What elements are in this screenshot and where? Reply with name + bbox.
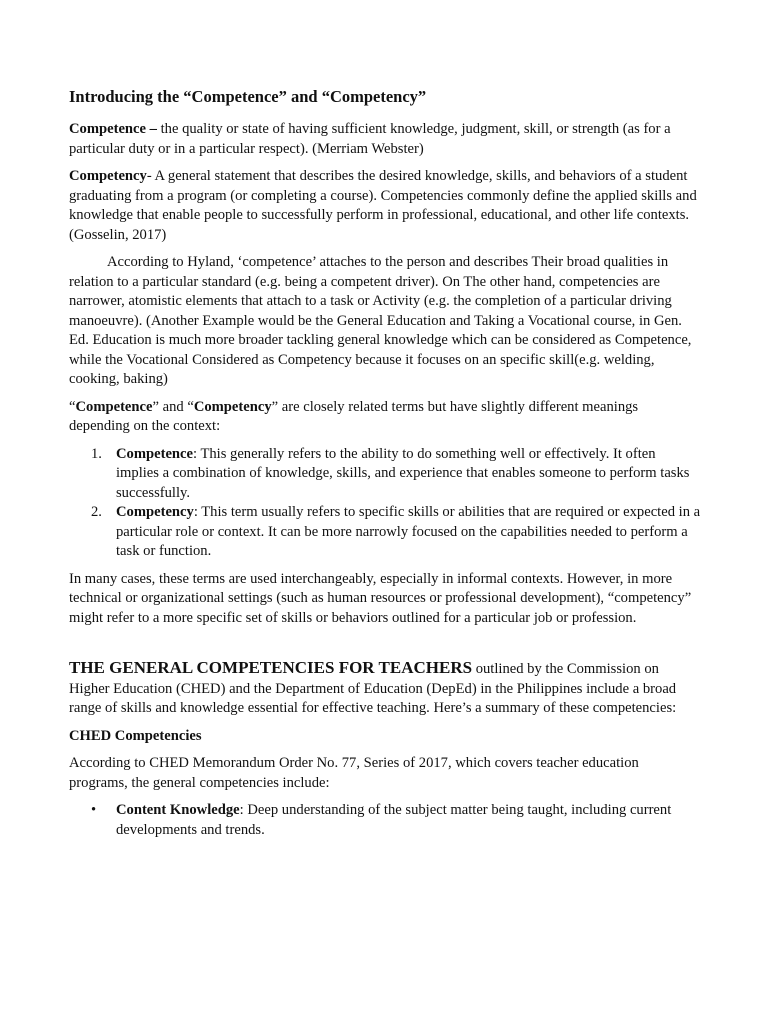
term-competence: Competence bbox=[75, 398, 153, 415]
general-competencies-paragraph bbox=[69, 658, 701, 719]
list-item-text: : This term usually refers to specific skills or abilities that are required or expected in a particular role or context. It can be more narrowly focused on the capabilities needed to perform a task or function. bbox=[116, 504, 701, 559]
list-item bbox=[69, 445, 701, 504]
definition-text: - A general statement that describes the desired knowledge, skills, and behaviors of a student graduating from a program (or completing a course). Competencies commonly define the applied skills and knowledge that enable people to successfully perform in professional, educational, and other life contexts. (Gosselin, 2017) bbox=[69, 168, 697, 243]
related-terms-paragraph bbox=[69, 398, 701, 437]
term-competency: Competency bbox=[193, 398, 272, 415]
list-item bbox=[69, 503, 701, 562]
document-page bbox=[69, 86, 701, 848]
ched-heading bbox=[69, 727, 701, 747]
definition-competency bbox=[69, 167, 701, 245]
list-item-term: Competence bbox=[116, 445, 193, 462]
definition-term: Competence – bbox=[69, 121, 157, 137]
bullet-icon: • bbox=[91, 802, 97, 818]
list-number: 1. bbox=[91, 445, 102, 462]
list-item-term: Competency bbox=[116, 504, 194, 520]
list-item-text: : This generally refers to the ability to do something well or effectively. It often implies a combination of knowledge, skills, and experience that enables someone to perform tasks successfully. bbox=[116, 445, 690, 501]
page-title: Introducing the “Competence” and “Competency” bbox=[69, 87, 427, 106]
section-heading: THE GENERAL COMPETENCIES FOR TEACHERS bbox=[69, 658, 473, 677]
definition-term: Competency bbox=[69, 168, 147, 184]
list-item-term: Content Knowledge bbox=[116, 802, 240, 818]
bullet-list bbox=[69, 801, 701, 840]
open-quote: “ bbox=[69, 398, 76, 415]
interchange-paragraph: In many cases, these terms are used interchangeably, especially in informal contexts. However, in more technical or organizational settings (such as human resources or professional development), “competency” might refer to a more specific set of skills or behaviors outlined for a particular job or profession. bbox=[69, 570, 692, 626]
numbered-list bbox=[69, 445, 701, 562]
ched-heading-text: CHED Competencies bbox=[69, 727, 202, 744]
list-item-text: : Deep understanding of the subject matter being taught, including current developments and trends. bbox=[116, 802, 672, 838]
ched-intro: According to CHED Memorandum Order No. 77, Series of 2017, which covers teacher education programs, the general competencies include: bbox=[69, 755, 639, 791]
section-text: outlined by the Commission on Higher Education (CHED) and the Department of Education (DepEd) in the Philippines include a broad range of skills and knowledge essential for effective teaching. Here’s a summary of these competencies: bbox=[69, 661, 677, 716]
definition-text: the quality or state of having sufficient knowledge, judgment, skill, or strength (as for a particular duty or in a particular respect). (Merriam Webster) bbox=[69, 121, 671, 157]
related-text: ” are closely related terms but have slightly different meanings depending on the context: bbox=[69, 398, 639, 434]
hyland-paragraph: According to Hyland, ‘competence’ attaches to the person and describes Their broad qualities in relation to a particular standard (e.g. being a competent driver). On The other hand, competencies are narrower, atomistic elements that attach to a task or Activity (e.g. the completion of a particular driving manoeuvre). (Another Example would be the General Education and Taking a Vocational course, in Gen. Ed. Education is much more broader tackling general knowledge which can be considered as Competence, while the Vocational Considered as Competency because it focuses on an specific skill(e.g. welding, cooking, baking) bbox=[69, 254, 692, 387]
list-item bbox=[69, 801, 701, 840]
definition-competence bbox=[69, 120, 701, 159]
list-number: 2. bbox=[91, 504, 102, 520]
joiner-text: ” and “ bbox=[152, 398, 194, 415]
